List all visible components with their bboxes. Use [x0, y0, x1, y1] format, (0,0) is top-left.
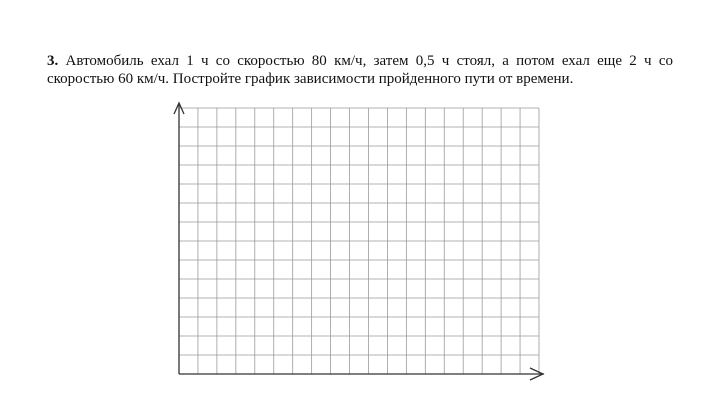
- problem-text: Автомобиль ехал 1 ч со скоростью 80 км/ч, затем 0,5 ч стоял, а потом ехал еще 2 ч со скоростью 60 км/ч. Постройте график зависимости пройденного пути от времени.: [47, 53, 674, 87]
- y-axis: [174, 103, 184, 374]
- grid-lines: [179, 108, 539, 374]
- problem-number: 3.: [47, 53, 59, 69]
- x-axis: [179, 368, 544, 380]
